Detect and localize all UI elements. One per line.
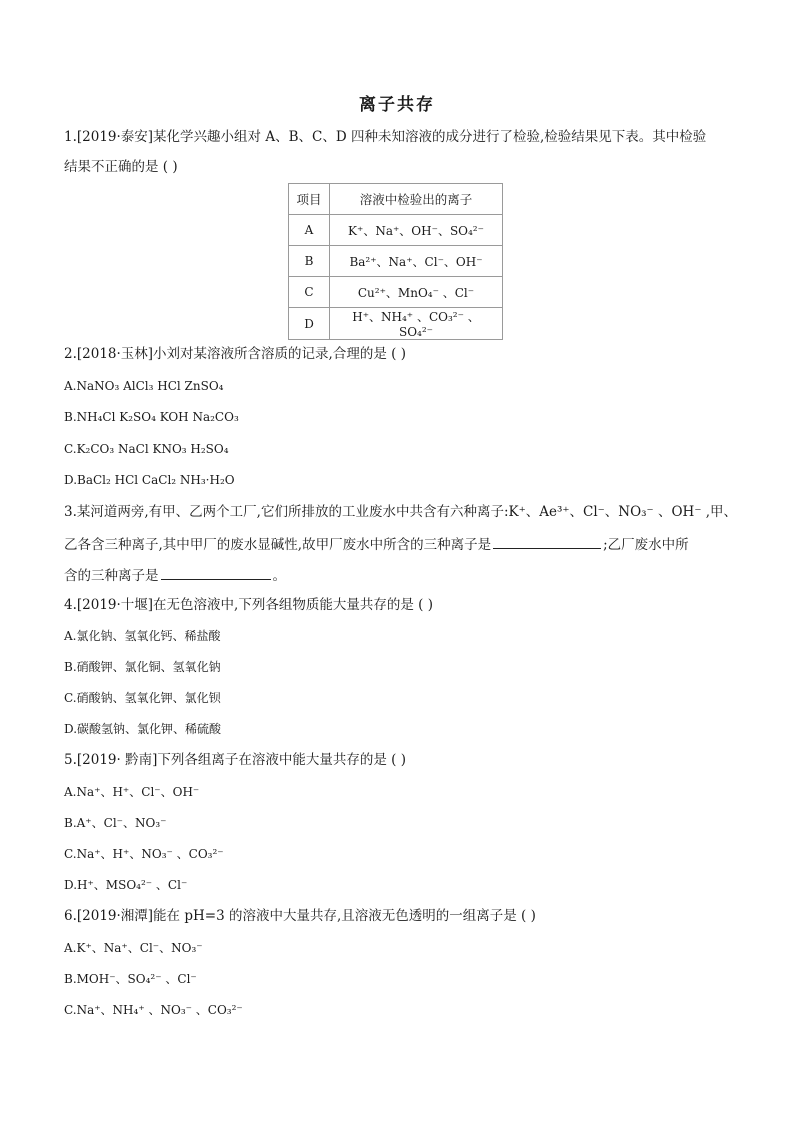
q4-option-c: C.硝酸钠、氢氧化钾、氯化钡 [64, 691, 221, 705]
table-cell-ions: H⁺、NH₄⁺ 、CO₃²⁻ 、SO₄²⁻ [330, 308, 503, 340]
table-cell-item: B [289, 246, 330, 277]
table-header-ions: 溶液中检验出的离子 [330, 184, 503, 215]
table-cell-item: D [289, 308, 330, 340]
table-row [289, 277, 503, 308]
ion-table [288, 183, 503, 340]
q6-option-c: C.Na⁺、NH₄⁺ 、NO₃⁻ 、CO₃²⁻ [64, 1003, 243, 1017]
table-row [289, 246, 503, 277]
q6-stem: 6.[2019·湘潭]能在 pH=3 的溶液中大量共存,且溶液无色透明的一组离子是 ( ) [64, 908, 536, 924]
table-header-item: 项目 [289, 184, 330, 215]
table-cell-ions: K⁺、Na⁺、OH⁻、SO₄²⁻ [330, 215, 503, 246]
table-row [289, 308, 503, 340]
q2-stem: 2.[2018·玉林]小刘对某溶液所含溶质的记录,合理的是 ( ) [64, 346, 406, 362]
q4-option-a: A.氯化钠、氢氧化钙、稀盐酸 [64, 629, 221, 643]
q3-line3-text-b: 。 [272, 568, 286, 584]
table-cell-ions: Ba²⁺、Na⁺、Cl⁻、OH⁻ [330, 246, 503, 277]
q6-option-b: B.MOH⁻、SO₄²⁻ 、Cl⁻ [64, 972, 197, 986]
table-row [289, 215, 503, 246]
page-title: 离子共存 [359, 95, 435, 115]
table-cell-ions: Cu²⁺、MnO₄⁻ 、Cl⁻ [330, 277, 503, 308]
q2-option-b: B.NH₄Cl K₂SO₄ KOH Na₂CO₃ [64, 410, 239, 424]
q2-option-c: C.K₂CO₃ NaCl KNO₃ H₂SO₄ [64, 442, 229, 456]
q2-option-d: D.BaCl₂ HCl CaCl₂ NH₃·H₂O [64, 473, 235, 487]
q3-blank-1[interactable] [493, 534, 601, 549]
table-header-row [289, 184, 503, 215]
q5-stem: 5.[2019· 黔南]下列各组离子在溶液中能大量共存的是 ( ) [64, 752, 406, 768]
q5-option-b: B.A⁺、Cl⁻、NO₃⁻ [64, 816, 167, 830]
q5-option-d: D.H⁺、MSO₄²⁻ 、Cl⁻ [64, 878, 188, 892]
q3-stem-line2 [64, 534, 689, 554]
q3-stem-line1: 3.某河道两旁,有甲、乙两个工厂,它们所排放的工业废水中共含有六种离子:K⁺、Ae³⁺、Cl⁻、NO₃⁻ 、OH⁻ ,甲、 [64, 504, 738, 520]
table-cell-item: A [289, 215, 330, 246]
q5-option-c: C.Na⁺、H⁺、NO₃⁻ 、CO₃²⁻ [64, 847, 224, 861]
q3-line3-text-a: 含的三种离子是 [64, 568, 159, 584]
q1-stem-line2: 结果不正确的是 ( ) [64, 159, 178, 175]
q4-option-b: B.硝酸钾、氯化铜、氢氧化钠 [64, 660, 221, 674]
q2-option-a: A.NaNO₃ AlCl₃ HCl ZnSO₄ [64, 379, 224, 393]
q1-stem-line1: 1.[2019·泰安]某化学兴趣小组对 A、B、C、D 四种未知溶液的成分进行了检验,检验结果见下表。其中检验 [64, 129, 707, 145]
q5-option-a: A.Na⁺、H⁺、Cl⁻、OH⁻ [64, 785, 200, 799]
table-cell-item: C [289, 277, 330, 308]
q3-stem-line3 [64, 565, 286, 585]
q3-blank-2[interactable] [161, 565, 271, 580]
q6-option-a: A.K⁺、Na⁺、Cl⁻、NO₃⁻ [64, 941, 203, 955]
q3-line2-text-b: ;乙厂废水中所 [603, 537, 689, 553]
q4-option-d: D.碳酸氢钠、氯化钾、稀硫酸 [64, 722, 222, 736]
q3-line2-text-a: 乙各含三种离子,其中甲厂的废水显碱性,故甲厂废水中所含的三种离子是 [64, 537, 492, 553]
q4-stem: 4.[2019·十堰]在无色溶液中,下列各组物质能大量共存的是 ( ) [64, 597, 433, 613]
